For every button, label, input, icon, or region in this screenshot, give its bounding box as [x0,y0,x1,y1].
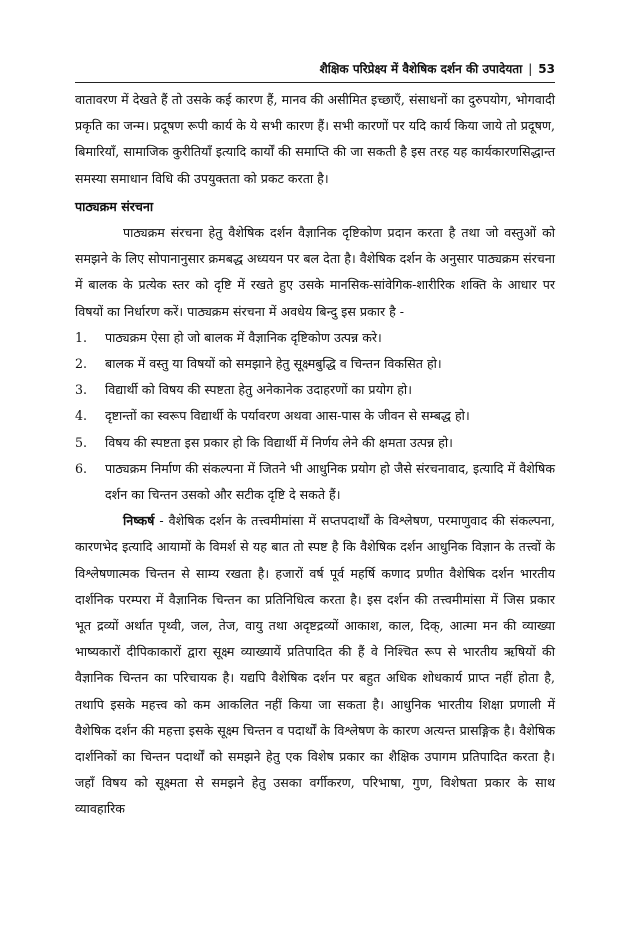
list-item-text: बालक में वस्तु या विषयों को समझाने हेतु सूक्ष्मबुद्धि व चिन्तन विकसित हो। [105,356,442,372]
list-item [75,430,555,456]
points-list [75,325,555,508]
list-item-number: 2. [75,356,88,372]
running-title: शैक्षिक परिप्रेक्ष्य में वैशेषिक दर्शन की उपादेयता [319,62,523,76]
list-item-text: पाठ्यक्रम निर्माण की संकल्पना में जितने भी आधुनिक प्रयोग हो जैसे संरचनावाद, इत्यादि में वैशेषिक दर्शन का चिन्तन उसको और सटीक दृष्टि दे सकते हैं। [105,460,555,503]
list-item-number: 4. [75,408,88,424]
list-item-number: 5. [75,434,88,450]
list-item-number: 1. [75,329,88,345]
list-item-text: पाठ्यक्रम ऐसा हो जो बालक में वैज्ञानिक दृष्टिकोण उत्पन्न करे। [105,329,382,345]
list-item-text: विद्यार्थी को विषय की स्पष्टता हेतु अनेकानेक उदाहरणों का प्रयोग हो। [105,382,412,398]
header-separator: | [528,62,533,76]
list-item [75,403,555,429]
list-item [75,456,555,508]
page-body [75,87,555,823]
running-header [75,60,555,83]
list-item [75,377,555,403]
list-item-number: 6. [75,460,88,476]
conclusion-paragraph [75,508,555,822]
book-page [75,60,555,823]
list-item-text: विषय की स्पष्टता इस प्रकार हो कि विद्यार्थी में निर्णय लेने की क्षमता उत्पन्न हो। [105,434,453,450]
section-paragraph: पाठ्यक्रम संरचना हेतु वैशेषिक दर्शन वैज्ञानिक दृष्टिकोण प्रदान करता है तथा जो वस्तुओं को समझने के लिए सोपानानुसार क्रमबद्ध अध्ययन पर बल देता है। वैशेषिक दर्शन के अनुसार पाठ्यक्रम संरचना में बालक के प्रत्येक स्तर को दृष्टि में रखते हुए उसके मानसिक-सांवेगिक-शारीरिक शक्ति के आधार पर विषयों का निर्धारण करें। पाठ्यक्रम संरचना में अवधेय बिन्दु इस प्रकार है - [75,225,555,319]
list-item [75,325,555,351]
conclusion-text: - वैशेषिक दर्शन के तत्त्वमीमांसा में सप्तपदार्थों के विश्लेषण, परमाणुवाद की संकल्पना, कारणभेद इत्यादि आयामों के विमर्श से यह बात तो स्पष्ट है कि वैशेषिक दर्शन आधुनिक विज्ञान के तत्त्वों के विश्लेषणात्मक चिन्तन से साम्य रखता है। हजारों वर्ष पूर्व महर्षि कणाद प्रणीत वैशेषिक दर्शन भारतीय दार्शनिक परम्परा में वैज्ञानिक चिन्तन का प्रतिनिधित्व करता है। इस दर्शन की तत्त्वमीमांसा में जिस प्रकार भूत द्रव्यों अर्थात पृथ्वी, जल, तेज, वायु तथा अदृष्टद्रव्यों आकाश, काल, दिक्, आत्मा मन की व्याख्या भाष्यकारों दीपिकाकारों द्वारा सूक्ष्म व्याख्यायें प्रतिपादित की हैं वे निश्चित रूप से भारतीय ऋषियों की वैज्ञानिक चिन्तन का परिचायक है। यद्यपि वैशेषिक दर्शन पर बहुत अधिक शोधकार्य प्राप्त नहीं होता है, तथापि इसके महत्त्व को कम आकलित नहीं किया जा सकता है। आधुनिक भारतीय शिक्षा प्रणाली में वैशेषिक दर्शन की महत्ता इसके सूक्ष्म चिन्तन व पदार्थों के विश्लेषण के कारण अत्यन्त प्रासङ्गिक है। वैशेषिक दार्शनिकों का चिन्तन पदार्थों को समझने हेतु एक विशेष प्रकार का शैक्षिक उपागम प्रतिपादित करता है। जहाँ विषय को सूक्ष्मता से समझने हेतु उसका वर्गीकरण, परिभाषा, गुण, विशेषता प्रकार के साथ व्यावहारिक [75,513,555,817]
list-item-number: 3. [75,382,88,398]
page-number: 53 [538,62,555,76]
section-heading: पाठ्यक्रम संरचना [75,198,154,214]
conclusion-label: निष्कर्ष [123,513,155,529]
list-item-text: दृष्टान्तों का स्वरूप विद्यार्थी के पर्यावरण अथवा आस-पास के जीवन से सम्बद्ध हो। [105,408,470,424]
list-item [75,351,555,377]
opening-paragraph: वातावरण में देखते हैं तो उसके कई कारण हैं, मानव की असीमित इच्छाएँ, संसाधनों का दुरुपयोग, भोगवादी प्रकृति का जन्म। प्रदूषण रूपी कार्य के ये सभी कारण हैं। सभी कारणों पर यदि कार्य किया जाये तो प्रदूषण, बिमारियाँ, सामाजिक कुरीतियाँ इत्यादि कार्यों की समाप्ति की जा सकती है इस तरह यह कार्यकारणसिद्धान्त समस्या समाधान विधि की उपयुक्तता को प्रकट करता है। [75,92,555,186]
